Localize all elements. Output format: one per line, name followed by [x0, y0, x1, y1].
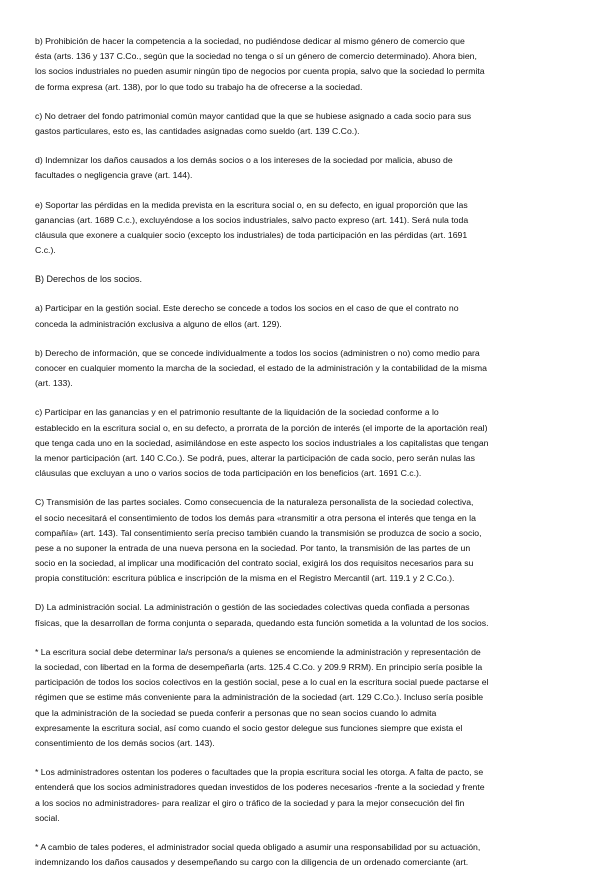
text-line: la sociedad, con libertad en la forma de desempeñarla (arts. 125.4 C.Co. y 209.9 RRM). En principio sería posible la — [35, 662, 483, 672]
paragraph — [35, 153, 575, 183]
paragraph-spacer — [35, 826, 575, 840]
text-line: * A cambio de tales poderes, el administrador social queda obligado a asumir una responsabilidad por su actuación, — [35, 841, 481, 852]
paragraph-spacer — [35, 391, 575, 405]
text-line: físicas, que la desarrollan de forma conjunta o separada, quedando esta función sometida a la voluntad de los socios. — [35, 617, 489, 628]
text-line: ganancias (art. 1689 C.c.), excluyéndose a los socios industriales, salvo pacto expreso (art. 141). Será nula toda — [35, 214, 469, 225]
text-line: C.c.). — [35, 245, 56, 256]
paragraph-spacer — [35, 751, 575, 765]
text-line: compañía» (art. 143). Tal consentimiento sería preciso también cuando la transmisión se produzca de socio a socio, — [35, 527, 482, 538]
section-heading — [35, 272, 575, 287]
text-line: c) No detraer del fondo patrimonial común mayor cantidad que la que se hubiese asignado a cada socio para sus — [35, 110, 472, 121]
paragraph — [35, 645, 575, 751]
paragraph — [35, 840, 575, 870]
text-line: c) Participar en las ganancias y en el patrimonio resultante de la liquidación de la sociedad conforme a lo — [35, 407, 439, 418]
text-line: * Los administradores ostentan los poderes o facultades que la propia escritura social les otorga. A falta de pacto, se — [35, 767, 484, 778]
text-line: a) Participar en la gestión social. Este derecho se concede a todos los socios en el caso de que el contrato no — [35, 303, 459, 314]
text-line: participación de todos los socios colectivos en la gestión social, pese a lo cual en la escritura social puede pactarse el — [35, 677, 489, 688]
paragraph — [35, 109, 575, 139]
paragraph-spacer — [35, 332, 575, 346]
text-line: * La escritura social debe determinar la/s persona/s a quienes se encomiende la administración y representación de — [35, 646, 481, 657]
paragraph-spacer — [35, 481, 575, 495]
text-line: conocer en cualquier momento la marcha de la sociedad, el estado de la administración y la contabilidad de la misma — [35, 363, 488, 373]
text-line: régimen que se estime más conveniente para la administración de la sociedad (art. 129 C.Co.). Incluso sería posible — [35, 692, 484, 703]
text-line: pese a no suponer la entrada de una nueva persona en la sociedad. Por tanto, la transmisión de las partes de un — [35, 542, 471, 553]
paragraph — [35, 301, 575, 331]
text-line: entenderá que los socios administradores quedan investidos de los poderes necesarios -frente a la sociedad y frente — [35, 782, 485, 793]
text-line: a los socios no administradores- para realizar el giro o tráfico de la sociedad y para la mejor consecución del fin — [35, 797, 465, 808]
text-line: ésta (arts. 136 y 137 C.Co., según que la sociedad no tenga o sí un género de comercio determinado). Ahora bien, — [35, 51, 477, 62]
paragraph — [35, 34, 575, 95]
text-line: indemnizando los daños causados y desempeñando su cargo con la diligencia de un ordenado comerciante (art. — [35, 857, 469, 868]
text-line: (art. 133). — [35, 378, 73, 389]
text-line: d) Indemnizar los daños causados a los demás socios o a los intereses de la sociedad por malicia, abuso de — [35, 155, 453, 166]
text-line: que tenga cada uno en la sociedad, asimilándose en este aspecto los socios industriales a los capitalistas que tengan — [35, 437, 489, 448]
text-line: B) Derechos de los socios. — [35, 274, 143, 285]
paragraph-spacer — [35, 631, 575, 645]
text-line: e) Soportar las pérdidas en la medida prevista en la escritura social o, en su defecto, en igual proporción que las — [35, 199, 468, 210]
paragraph-spacer — [35, 95, 575, 109]
paragraph — [35, 495, 575, 586]
document-page — [35, 34, 575, 870]
text-line: consentimiento de los demás socios (art. 143). — [35, 737, 215, 748]
text-line: los socios industriales no pueden asumir ningún tipo de negocios por cuenta propia, salvo que la sociedad lo permita — [35, 66, 485, 77]
paragraph — [35, 765, 575, 826]
text-line: socio en la sociedad, al implicar una modificación del contrato social, exigirá los dos requisitos necesarios para su — [35, 558, 474, 569]
text-line: social. — [35, 812, 60, 823]
paragraph-spacer — [35, 287, 575, 301]
text-line: la menor participación (art. 140 C.Co.). Se podrá, pues, alterar la participación de cada socio, pero serán nulas las — [35, 452, 475, 463]
paragraph-spacer — [35, 258, 575, 272]
paragraph — [35, 405, 575, 481]
paragraph-spacer — [35, 139, 575, 153]
text-line: D) La administración social. La administración o gestión de las sociedades colectivas queda confiada a personas — [35, 602, 470, 613]
paragraph — [35, 600, 575, 630]
text-line: expresamente la escritura social, así como cuando el socio gestor delegue sus funciones siempre que exista el — [35, 722, 463, 733]
text-line: b) Prohibición de hacer la competencia a la sociedad, no pudiéndose dedicar al mismo género de comercio que — [35, 36, 465, 46]
text-line: que la administración de la sociedad se pueda conferir a personas que no sean socios cuando lo admita — [35, 707, 437, 718]
text-line: cláusula que exonere a cualquier socio (excepto los industriales) de toda participación en las pérdidas (art. 1691 — [35, 229, 468, 240]
paragraph — [35, 346, 575, 392]
text-line: propia constitución: escritura pública e inscripción de la misma en el Registro Mercantil (art. 119.1 y 2 C.Co.). — [35, 573, 455, 584]
text-line: gastos particulares, esto es, las cantidades asignadas como sueldo (art. 139 C.Co.). — [35, 125, 360, 136]
text-line: establecido en la escritura social o, en su defecto, a prorrata de la porción de interés (el importe de la aportación real) — [35, 422, 488, 433]
text-line: C) Transmisión de las partes sociales. Como consecuencia de la naturaleza personalista de la sociedad colectiva, — [35, 497, 474, 508]
paragraph-spacer — [35, 586, 575, 600]
text-line: cláusulas que excluyan a uno o varios socios de toda participación en los beneficios (art. 1691 C.c.). — [35, 468, 422, 479]
text-line: facultades o negligencia grave (art. 144). — [35, 170, 193, 181]
text-line: de forma expresa (art. 138), por lo que todo su trabajo ha de ofrecerse a la sociedad. — [35, 81, 363, 92]
text-line: b) Derecho de información, que se concede individualmente a todos los socios (administren o no) como medio para — [35, 347, 480, 358]
paragraph — [35, 198, 575, 259]
text-line: el socio necesitará el consentimiento de todos los demás para «transmitir a otra persona el interés que tenga en la — [35, 512, 476, 523]
text-line: conceda la administración exclusiva a alguno de ellos (art. 129). — [35, 318, 282, 329]
paragraph-spacer — [35, 184, 575, 198]
